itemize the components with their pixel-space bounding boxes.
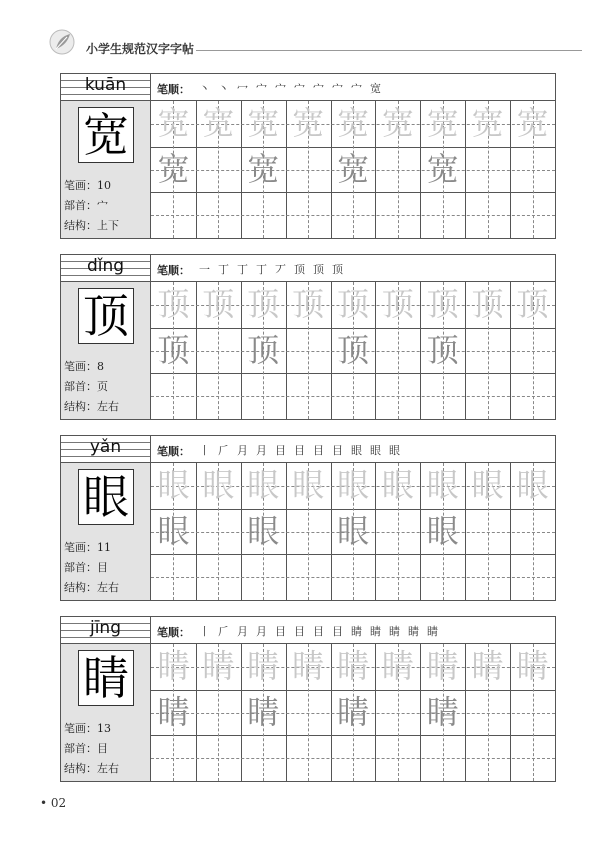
stroke-order-label: 笔顺： [157, 626, 190, 639]
model-repeat-character: 顶 [426, 330, 459, 369]
practice-cell[interactable] [286, 328, 331, 374]
practice-cell[interactable] [375, 690, 420, 736]
practice-cell[interactable] [465, 373, 510, 419]
model-repeat-character: 顶 [337, 330, 370, 369]
radical: 部首：目 [64, 561, 108, 574]
practice-cell[interactable] [375, 509, 420, 555]
character-card [60, 254, 556, 420]
stroke-step: 宀 [332, 82, 343, 95]
practice-cell[interactable] [241, 463, 286, 509]
practice-cell[interactable] [465, 328, 510, 374]
practice-grid [151, 644, 555, 781]
trace-character: 宽 [471, 104, 504, 142]
stroke-step: 丶 [218, 82, 229, 95]
stroke-order-row [151, 255, 555, 282]
character-info-panel [61, 436, 151, 600]
trace-character: 顶 [516, 285, 549, 323]
practice-cell[interactable] [331, 328, 376, 374]
stroke-step: 月 [237, 625, 248, 638]
stroke-step: 𠂆 [218, 625, 229, 638]
stroke-step: 顶 [332, 263, 343, 276]
stroke-step: 睛 [427, 625, 438, 638]
practice-cell[interactable] [375, 735, 420, 781]
model-repeat-character: 宽 [157, 149, 190, 188]
practice-cell[interactable] [465, 147, 510, 193]
practice-cell[interactable] [420, 328, 465, 374]
pinyin-box [61, 617, 150, 644]
practice-cell[interactable] [465, 463, 510, 509]
practice-grid [151, 463, 555, 600]
trace-character: 眼 [157, 466, 190, 504]
trace-character: 宽 [381, 104, 414, 142]
character-card [60, 435, 556, 601]
practice-cell[interactable] [196, 192, 241, 238]
structure: 结构：左右 [64, 762, 119, 775]
practice-cell[interactable] [331, 735, 376, 781]
practice-cell[interactable] [286, 644, 331, 690]
model-character: 顶 [83, 289, 129, 343]
stroke-step: 月 [237, 444, 248, 457]
stroke-step: 冖 [237, 82, 248, 95]
practice-cell[interactable] [151, 373, 196, 419]
pinyin: dǐng [86, 256, 125, 276]
character-info-panel [61, 617, 151, 781]
model-character: 宽 [83, 108, 129, 162]
trace-character: 睛 [337, 647, 370, 685]
stroke-order-row [151, 74, 555, 101]
stroke-step: 眼 [370, 444, 381, 457]
page-number: • 02 [40, 796, 67, 810]
practice-cell[interactable] [196, 735, 241, 781]
practice-cell[interactable] [196, 463, 241, 509]
stroke-step: 眼 [351, 444, 362, 457]
stroke-step: 月 [256, 625, 267, 638]
page-header [46, 24, 586, 64]
stroke-step: 目 [313, 444, 324, 457]
practice-cell[interactable] [465, 509, 510, 555]
stroke-step: 目 [313, 625, 324, 638]
trace-character: 顶 [202, 285, 235, 323]
model-repeat-character: 宽 [337, 149, 370, 188]
stroke-step: 目 [275, 444, 286, 457]
practice-cell[interactable] [465, 644, 510, 690]
model-repeat-character: 睛 [247, 692, 280, 731]
trace-character: 眼 [516, 466, 549, 504]
stroke-step: 目 [294, 625, 305, 638]
trace-character: 宽 [337, 104, 370, 142]
trace-character: 宽 [292, 104, 325, 142]
trace-character: 宽 [247, 104, 280, 142]
practice-grid [151, 282, 555, 419]
stroke-step: 宀 [313, 82, 324, 95]
model-character-box [78, 288, 134, 344]
practice-cell[interactable] [465, 101, 510, 147]
practice-cell[interactable] [286, 509, 331, 555]
practice-cell[interactable] [375, 282, 420, 328]
practice-cell[interactable] [375, 328, 420, 374]
practice-cell[interactable] [241, 373, 286, 419]
character-info-panel [61, 74, 151, 238]
practice-cell[interactable] [465, 192, 510, 238]
structure: 结构：左右 [64, 581, 119, 594]
practice-cell[interactable] [420, 690, 465, 736]
model-repeat-character: 眼 [337, 511, 370, 550]
trace-character: 顶 [337, 285, 370, 323]
practice-cell[interactable] [510, 463, 555, 509]
practice-cell[interactable] [420, 282, 465, 328]
radical: 部首：宀 [64, 199, 108, 212]
model-repeat-character: 眼 [247, 511, 280, 550]
practice-cell[interactable] [151, 328, 196, 374]
practice-cell[interactable] [420, 373, 465, 419]
radical: 部首：目 [64, 742, 108, 755]
pinyin-box [61, 255, 150, 282]
practice-cell[interactable] [196, 554, 241, 600]
trace-character: 眼 [426, 466, 459, 504]
trace-character: 睛 [381, 647, 414, 685]
stroke-step: 宀 [351, 82, 362, 95]
stroke-sequence [195, 261, 347, 277]
practice-cell[interactable] [510, 192, 555, 238]
stroke-step: 顶 [294, 263, 305, 276]
practice-cell[interactable] [331, 373, 376, 419]
practice-cell[interactable] [196, 101, 241, 147]
practice-cell[interactable] [196, 282, 241, 328]
trace-character: 眼 [247, 466, 280, 504]
stroke-step: 宀 [256, 82, 267, 95]
model-repeat-character: 睛 [426, 692, 459, 731]
trace-character: 睛 [202, 647, 235, 685]
stroke-order-row [151, 436, 555, 463]
practice-cell[interactable] [196, 147, 241, 193]
practice-cell[interactable] [510, 554, 555, 600]
character-card [60, 73, 556, 239]
book-title: 小学生规范汉字字帖 [86, 42, 195, 56]
practice-cell[interactable] [286, 373, 331, 419]
stroke-sequence [195, 80, 385, 96]
stroke-step: 丁 [256, 263, 267, 276]
trace-character: 睛 [292, 647, 325, 685]
stroke-order-label: 笔顺： [157, 83, 190, 96]
practice-cell[interactable] [286, 101, 331, 147]
practice-cell[interactable] [286, 554, 331, 600]
practice-cell[interactable] [241, 509, 286, 555]
pinyin: jīng [89, 618, 121, 638]
trace-character: 宽 [157, 104, 190, 142]
practice-cell[interactable] [331, 554, 376, 600]
stroke-step: 目 [332, 444, 343, 457]
stroke-step: 丨 [199, 444, 210, 457]
practice-cell[interactable] [241, 554, 286, 600]
practice-cell[interactable] [151, 101, 196, 147]
model-repeat-character: 眼 [157, 511, 190, 550]
practice-cell[interactable] [375, 147, 420, 193]
practice-cell[interactable] [331, 101, 376, 147]
practice-cell[interactable] [510, 282, 555, 328]
trace-character: 宽 [426, 104, 459, 142]
practice-cell[interactable] [510, 509, 555, 555]
trace-character: 顶 [381, 285, 414, 323]
practice-cell[interactable] [510, 373, 555, 419]
practice-cell[interactable] [151, 509, 196, 555]
stroke-step: 宽 [370, 82, 381, 95]
stroke-count: 笔画：11 [64, 541, 111, 554]
stroke-step: 一 [199, 263, 210, 276]
practice-cell[interactable] [510, 147, 555, 193]
trace-character: 宽 [202, 104, 235, 142]
trace-character: 睛 [471, 647, 504, 685]
radical: 部首：页 [64, 380, 108, 393]
practice-cell[interactable] [286, 192, 331, 238]
practice-cell[interactable] [465, 735, 510, 781]
stroke-sequence [195, 442, 404, 458]
stroke-step: 丆 [275, 263, 286, 276]
model-character-box [78, 650, 134, 706]
stroke-step: 丶 [199, 82, 210, 95]
practice-cell[interactable] [331, 192, 376, 238]
model-repeat-character: 顶 [157, 330, 190, 369]
practice-cell[interactable] [375, 644, 420, 690]
model-character: 睛 [83, 651, 129, 705]
practice-cell[interactable] [241, 644, 286, 690]
practice-cell[interactable] [420, 101, 465, 147]
practice-cell[interactable] [331, 147, 376, 193]
practice-cell[interactable] [241, 690, 286, 736]
practice-cell[interactable] [241, 192, 286, 238]
trace-character: 宽 [516, 104, 549, 142]
stroke-step: 睛 [370, 625, 381, 638]
stroke-order-label: 笔顺： [157, 445, 190, 458]
stroke-step: 睛 [351, 625, 362, 638]
practice-cell[interactable] [375, 373, 420, 419]
trace-character: 顶 [292, 285, 325, 323]
practice-cell[interactable] [196, 644, 241, 690]
trace-character: 眼 [471, 466, 504, 504]
trace-character: 顶 [157, 285, 190, 323]
stroke-count: 笔画：13 [64, 722, 111, 735]
practice-cell[interactable] [286, 282, 331, 328]
model-character-box [78, 469, 134, 525]
stroke-order-label: 笔顺： [157, 264, 190, 277]
practice-cell[interactable] [151, 644, 196, 690]
practice-cell[interactable] [420, 735, 465, 781]
practice-cell[interactable] [331, 282, 376, 328]
stroke-count: 笔画：10 [64, 179, 111, 192]
practice-cell[interactable] [196, 328, 241, 374]
header-rule [196, 50, 582, 51]
stroke-step: 目 [275, 625, 286, 638]
model-character: 眼 [83, 470, 129, 524]
stroke-order-row [151, 617, 555, 644]
stroke-step: 眼 [389, 444, 400, 457]
practice-cell[interactable] [510, 101, 555, 147]
trace-character: 眼 [381, 466, 414, 504]
model-repeat-character: 睛 [157, 692, 190, 731]
stroke-step: 宀 [294, 82, 305, 95]
trace-character: 顶 [471, 285, 504, 323]
practice-cell[interactable] [375, 554, 420, 600]
practice-cell[interactable] [151, 735, 196, 781]
practice-cell[interactable] [375, 101, 420, 147]
practice-cell[interactable] [286, 735, 331, 781]
practice-cell[interactable] [286, 463, 331, 509]
model-character-box [78, 107, 134, 163]
practice-cell[interactable] [465, 554, 510, 600]
practice-cell[interactable] [286, 147, 331, 193]
stroke-step: 宀 [275, 82, 286, 95]
trace-character: 睛 [426, 647, 459, 685]
model-repeat-character: 顶 [247, 330, 280, 369]
practice-cell[interactable] [510, 735, 555, 781]
practice-cell[interactable] [241, 147, 286, 193]
stroke-step: 月 [256, 444, 267, 457]
practice-cell[interactable] [420, 554, 465, 600]
trace-character: 眼 [292, 466, 325, 504]
practice-cell[interactable] [510, 644, 555, 690]
stroke-step: 睛 [408, 625, 419, 638]
model-repeat-character: 眼 [426, 511, 459, 550]
practice-cell[interactable] [196, 690, 241, 736]
practice-cell[interactable] [151, 690, 196, 736]
practice-cell[interactable] [465, 690, 510, 736]
trace-character: 睛 [516, 647, 549, 685]
practice-cell[interactable] [331, 463, 376, 509]
stroke-step: 丁 [237, 263, 248, 276]
practice-cell[interactable] [510, 328, 555, 374]
stroke-step: 𠂆 [218, 444, 229, 457]
practice-cell[interactable] [151, 463, 196, 509]
practice-cell[interactable] [286, 690, 331, 736]
trace-character: 睛 [157, 647, 190, 685]
trace-character: 睛 [247, 647, 280, 685]
stroke-step: 丨 [199, 625, 210, 638]
practice-cell[interactable] [420, 192, 465, 238]
trace-character: 顶 [426, 285, 459, 323]
practice-cell[interactable] [196, 509, 241, 555]
practice-cell[interactable] [375, 463, 420, 509]
practice-cell[interactable] [420, 644, 465, 690]
pinyin-box [61, 436, 150, 463]
stroke-step: 丁 [218, 263, 229, 276]
practice-cell[interactable] [375, 192, 420, 238]
pinyin: kuān [84, 75, 127, 95]
practice-cell[interactable] [331, 690, 376, 736]
practice-cell[interactable] [420, 463, 465, 509]
trace-character: 眼 [202, 466, 235, 504]
practice-cell[interactable] [196, 373, 241, 419]
model-repeat-character: 宽 [247, 149, 280, 188]
practice-cell[interactable] [510, 690, 555, 736]
structure: 结构：上下 [64, 219, 119, 232]
stroke-sequence [195, 623, 442, 639]
practice-cell[interactable] [465, 282, 510, 328]
practice-cell[interactable] [151, 282, 196, 328]
structure: 结构：左右 [64, 400, 119, 413]
model-repeat-character: 睛 [337, 692, 370, 731]
practice-grid [151, 101, 555, 238]
stroke-step: 顶 [313, 263, 324, 276]
practice-cell[interactable] [241, 735, 286, 781]
practice-cell[interactable] [151, 147, 196, 193]
leaf-icon [48, 28, 76, 56]
pinyin: yǎn [89, 437, 122, 457]
practice-cell[interactable] [241, 282, 286, 328]
practice-cell[interactable] [331, 509, 376, 555]
character-info-panel [61, 255, 151, 419]
practice-cell[interactable] [151, 192, 196, 238]
trace-character: 顶 [247, 285, 280, 323]
trace-character: 眼 [337, 466, 370, 504]
character-card [60, 616, 556, 782]
practice-cell[interactable] [151, 554, 196, 600]
practice-cell[interactable] [420, 509, 465, 555]
stroke-step: 睛 [389, 625, 400, 638]
stroke-step: 目 [332, 625, 343, 638]
stroke-step: 目 [294, 444, 305, 457]
practice-cell[interactable] [241, 328, 286, 374]
practice-cell[interactable] [241, 101, 286, 147]
practice-cell[interactable] [331, 644, 376, 690]
model-repeat-character: 宽 [426, 149, 459, 188]
pinyin-box [61, 74, 150, 101]
stroke-count: 笔画：8 [64, 360, 104, 373]
practice-cell[interactable] [420, 147, 465, 193]
